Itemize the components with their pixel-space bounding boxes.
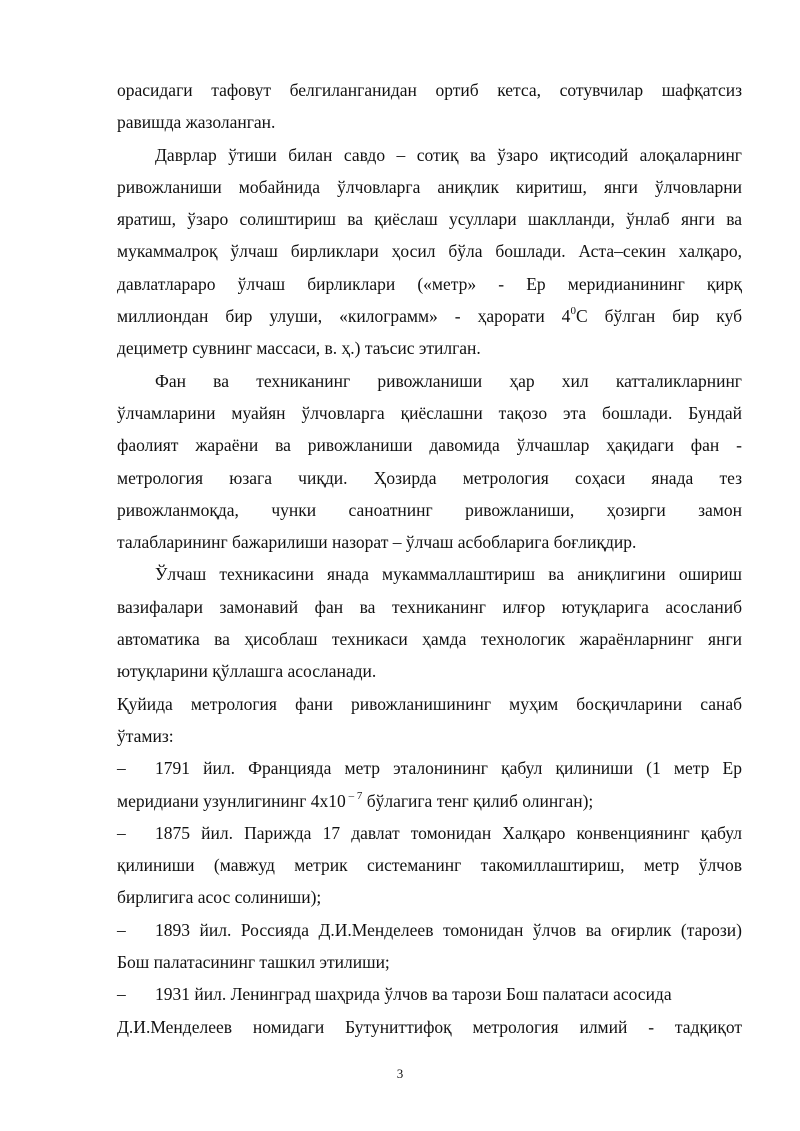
- superscript: – 7: [345, 789, 363, 802]
- text-line: орасидаги тафовут белгиланганидан ортиб кетса, сотувчилар шафқатсиз: [117, 80, 742, 100]
- list-item: [117, 978, 742, 1010]
- text-line: ўлчамларини муайян ўлчовларга қиёслашни тақозо эта бошлади. Бундай: [117, 402, 742, 423]
- text-segment: меридиани узунлигининг 4х10: [117, 790, 346, 811]
- text-line: яратиш, ўзаро солиштириш ва қиёслаш усуллари шаклланди, ўнлаб янги ва: [117, 209, 742, 230]
- list-dash: –: [117, 758, 126, 779]
- text-line: ютуқларини қўллашга асосланади.: [117, 661, 377, 682]
- text-line: Ўлчаш техникасини янада мукаммаллаштириш ва аниқлигини ошириш: [155, 564, 742, 585]
- list-item: [117, 752, 742, 784]
- text-line: вазифалари замонавий фан ва техниканинг илғор ютуқларига асосланиб: [117, 596, 742, 617]
- page-number: 3: [396, 1066, 404, 1081]
- list-item: [117, 817, 742, 849]
- text-line: ривожланмоқда, чунки саноатнинг ривожланиши, ҳозирги замон: [117, 499, 742, 520]
- text-line: Бош палатасининг ташкил этилиши;: [117, 952, 390, 973]
- text-line: метрология юзага чиқди. Ҳозирда метрология соҳаси янада тез: [117, 467, 742, 488]
- text-segment: 1893 йил. Россияда Д.И.Менделеев томонидан ўлчов ва оғирлик (тарози): [155, 919, 742, 940]
- text-line: мукаммалроқ ўлчаш бирликлари ҳосил бўла бошлади. Аста–секин халқаро,: [117, 241, 742, 262]
- list-dash: –: [117, 919, 126, 940]
- text-segment: С бўлган бир куб: [575, 306, 742, 327]
- text-line: Қуйида метрология фани ривожланишининг муҳим босқичларини санаб: [117, 693, 742, 714]
- text-line: Д.И.Менделеев номидаги Бутуниттифоқ метрология илмий - тадқиқот: [117, 1016, 742, 1037]
- text-line: автоматика ва ҳисоблаш техникаси ҳамда технологик жараёнларнинг янги: [117, 629, 742, 650]
- text-line: дециметр сувнинг массаси, в. ҳ.) таъсис этилган.: [117, 338, 481, 359]
- text-segment: 1931 йил. Ленинград шаҳрида ўлчов ва тарози Бош палатаси асосида: [155, 984, 672, 1005]
- text-line: ривожланиши мобайнида ўлчовларга аниқлик киритиш, янги ўлчовларни: [117, 176, 742, 197]
- list-item: [117, 914, 742, 946]
- text-line: [117, 300, 742, 332]
- list-dash: –: [117, 984, 126, 1005]
- text-segment: бўлагига тенг қилиб олинган);: [362, 790, 594, 811]
- superscript: 0: [570, 305, 576, 318]
- body-text: [117, 74, 742, 1043]
- text-line: талабларининг бажарилиши назорат – ўлчаш асбобларига боғлиқдир.: [117, 532, 637, 553]
- text-segment: миллиондан бир улуши, «килограмм» - ҳарорати 4: [117, 306, 571, 327]
- text-line: фаолият жараёни ва ривожланиши давомида ўлчашлар ҳақидаги фан -: [117, 435, 742, 456]
- text-segment: 1791 йил. Францияда метр эталонининг қабул қилиниши (1 метр Ер: [155, 758, 742, 779]
- text-line: [117, 785, 742, 817]
- text-line: Даврлар ўтиши билан савдо – сотиқ ва ўзаро иқтисодий алоқаларнинг: [155, 144, 742, 165]
- list-dash: –: [117, 822, 126, 843]
- text-segment: 1875 йил. Парижда 17 давлат томонидан Халқаро конвенциянинг қабул: [155, 822, 742, 843]
- text-line: Фан ва техниканинг ривожланиши ҳар хил катталикларнинг: [155, 370, 742, 391]
- text-line: давлатлараро ўлчаш бирликлари («метр» - Ер меридианининг қирқ: [117, 273, 742, 294]
- text-line: қилиниши (мавжуд метрик системанинг такомиллаштириш, метр ўлчов: [117, 855, 742, 876]
- text-line: бирлигига асос солиниши);: [117, 887, 322, 908]
- text-line: ўтамиз:: [117, 725, 174, 746]
- text-line: равишда жазоланган.: [117, 112, 276, 133]
